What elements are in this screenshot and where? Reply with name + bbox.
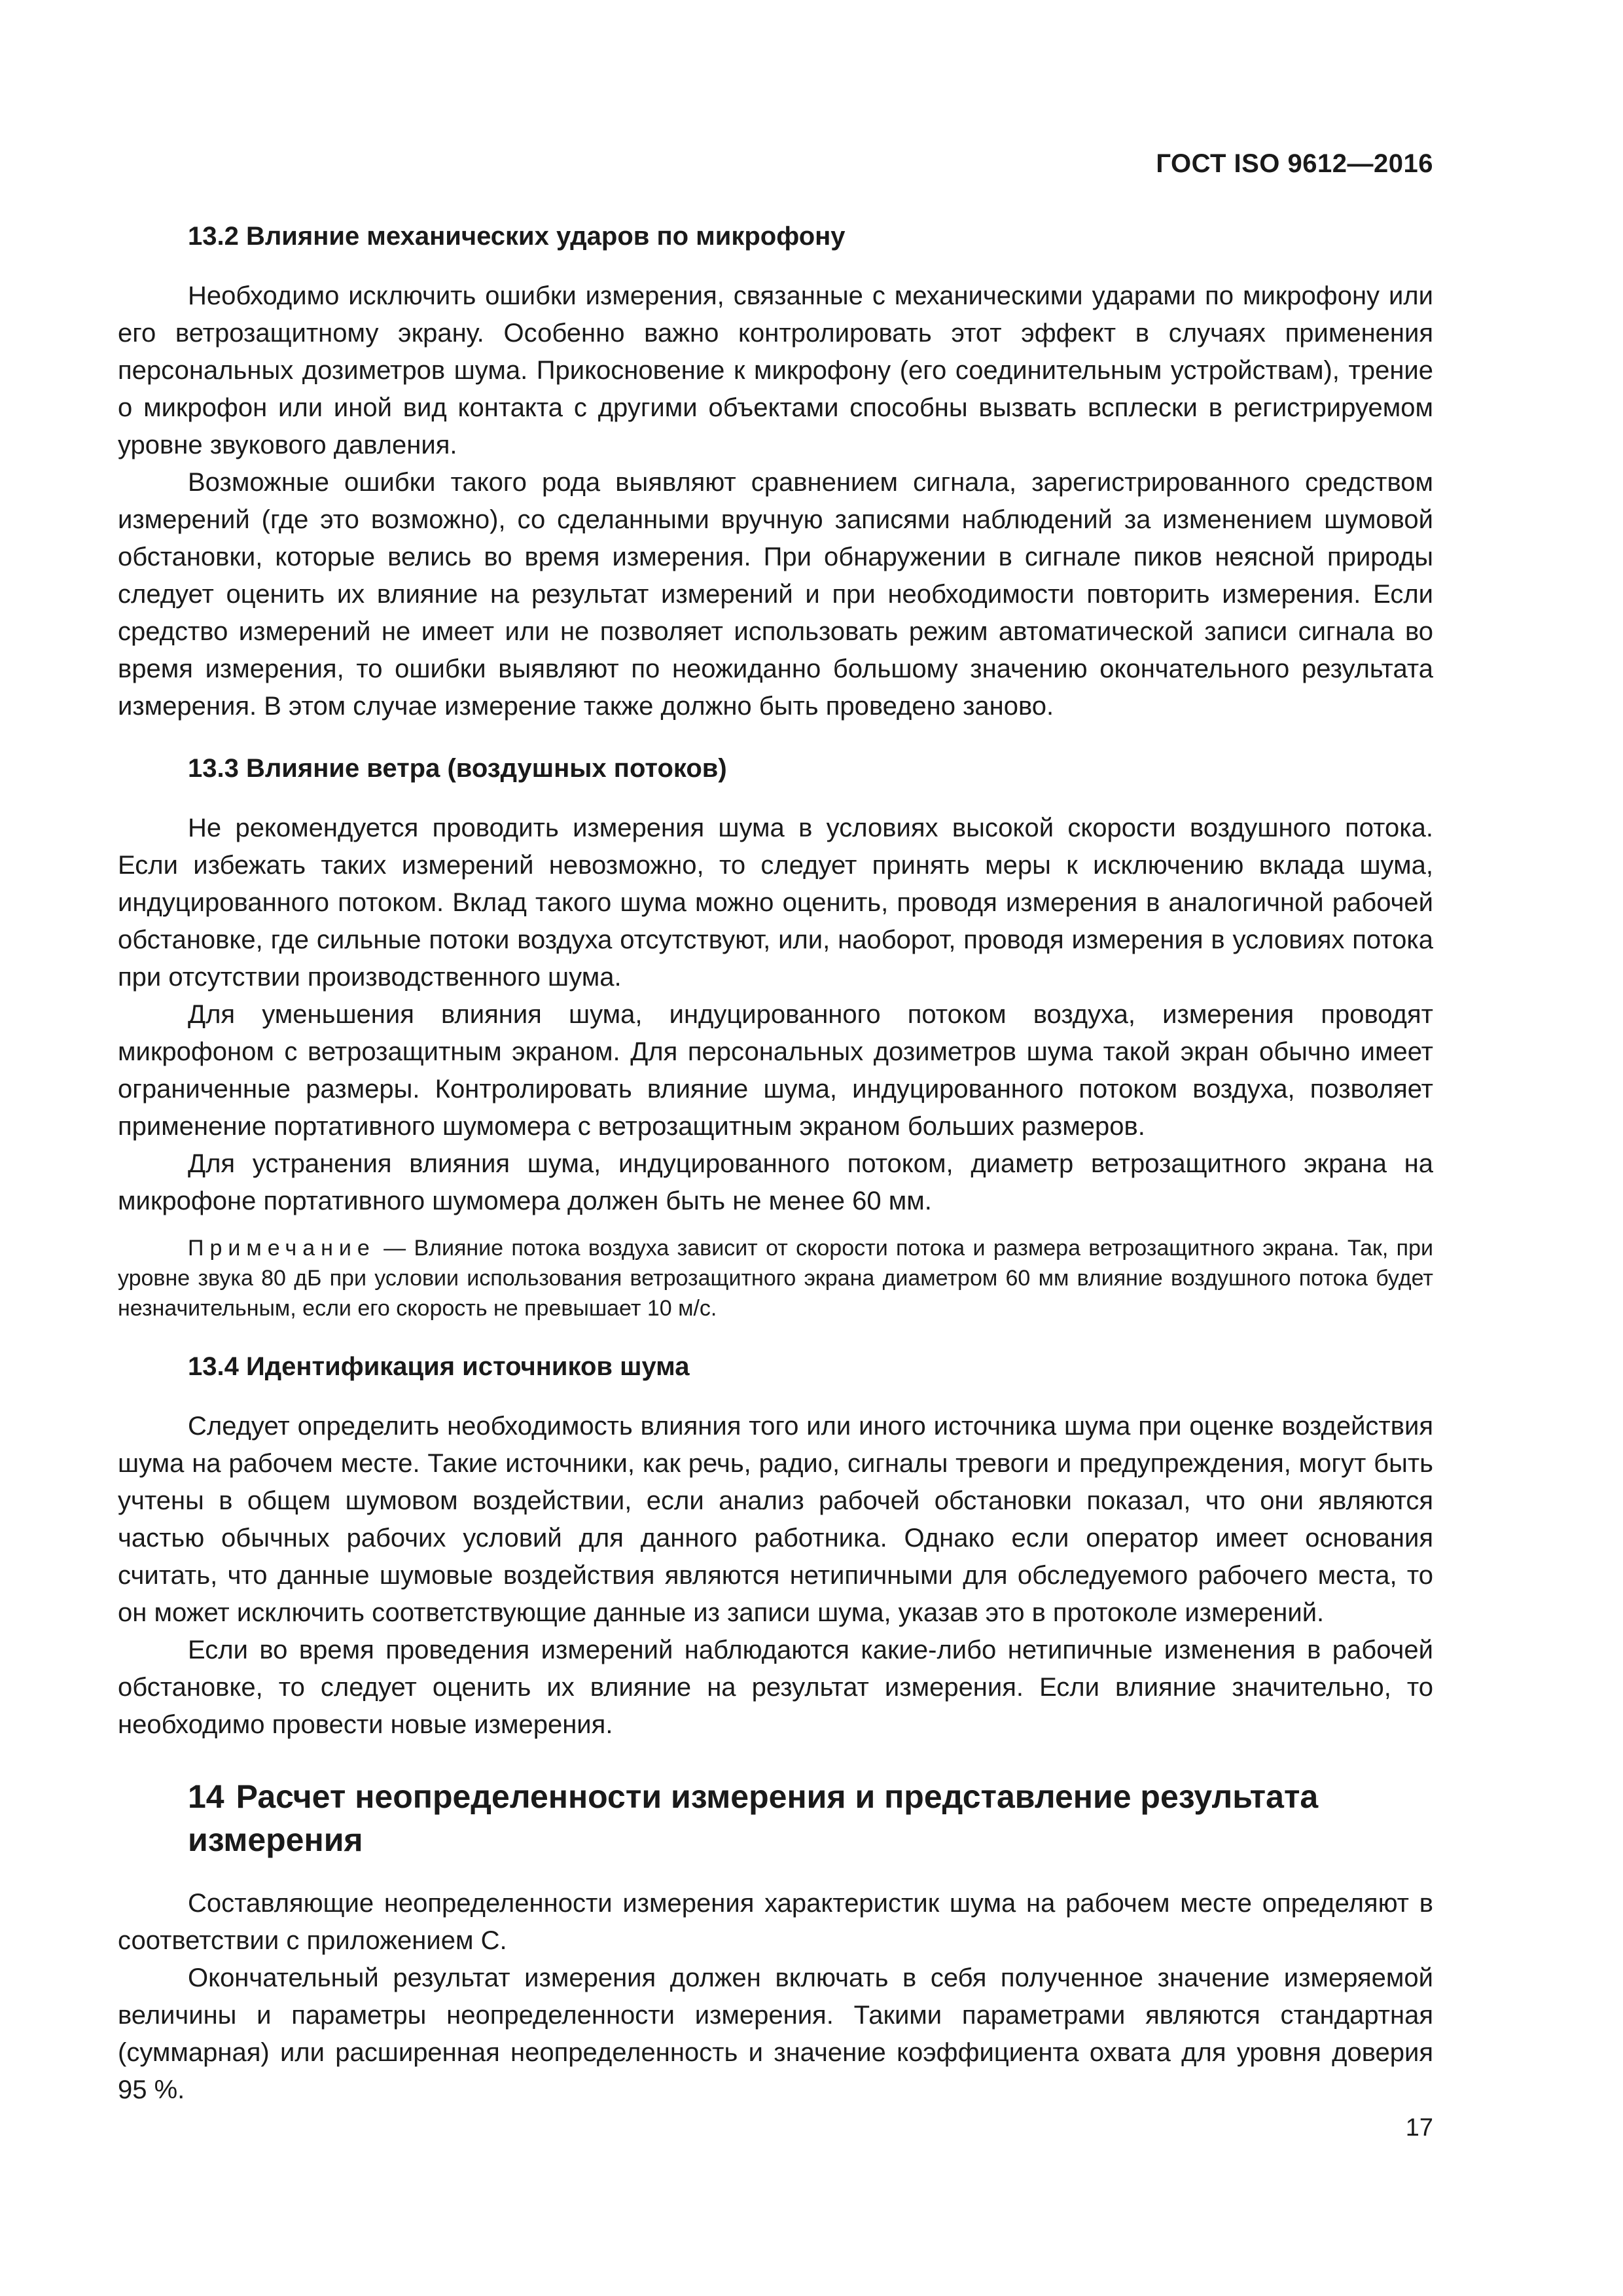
note-text: — Влияние потока воздуха зависит от скорости потока и размера ветрозащитного экрана. Так, при уровне звука 80 дБ при условии использования ветрозащитного экрана диаметром 60 мм влияние воздушного потока будет незначительным, если его скорость не превышает 10 м/с. [118,1236,1433,1321]
section-13-4-heading: 13.4 Идентификация источников шума [188,1352,690,1381]
section-14-number: 14 [188,1778,224,1815]
section-13-4-paragraph-2: Если во время проведения измерений наблюдаются какие-либо нетипичные изменения в рабочей обстановке, то следует оценить их влияние на результат измерения. Если влияние значительно, то необходимо провести новые измерения. [118,1636,1433,1739]
section-14-paragraph-1: Составляющие неопределенности измерения характеристик шума на рабочем месте определяют в соответствии с приложением С. [118,1889,1433,1955]
section-13-3-paragraph-3: Для устранения влияния шума, индуцированного потоком, диаметр ветрозащитного экрана на микрофоне портативного шумомера должен быть не менее 60 мм. [118,1149,1433,1215]
section-14-title: Расчет неопределенности измерения и представление результата измерения [188,1778,1319,1858]
document-page [118,0,1433,2296]
section-13-3-paragraph-1: Не рекомендуется проводить измерения шума в условиях высокой скорости воздушного потока. Если избежать таких измерений невозможно, то следует принять меры к исключению вклада шума, индуцированного потоком. Вклад такого шума можно оценить, проводя измерения в аналогичной рабочей обстановке, где сильные потоки воздуха отсутствуют, или, наоборот, проводя измерения в условиях потока при отсутствии производственного шума. [118,814,1433,992]
section-13-2-paragraph-1: Необходимо исключить ошибки измерения, связанные с механическими ударами по микрофону или его ветрозащитному экрану. Особенно важно контролировать этот эффект в случаях применения персональных дозиметров шума. Прикосновение к микрофону (его соединительным устройствам), трение о микрофон или иной вид контакта с другими объектами способны вызвать всплески в регистрируемом уровне звукового давления. [118,281,1433,459]
section-13-2-heading: 13.2 Влияние механических ударов по микрофону [188,222,846,251]
page-number: 17 [1405,2114,1433,2142]
document-body [118,218,1433,2109]
section-14-heading [118,1775,1433,1861]
section-14-paragraph-2: Окончательный результат измерения должен включать в себя полученное значение измеряемой величины и параметры неопределенности измерения. Такими параметрами являются стандартная (суммарная) или расширенная неопределенность и значение коэффициента охвата для уровня доверия 95 %. [118,1964,1433,2104]
section-13-2-paragraph-2: Возможные ошибки такого рода выявляют сравнением сигнала, зарегистрированного средством измерений (где это возможно), со сделанными вручную записями наблюдений за изменением шумовой обстановки, которые велись во время измерения. При обнаружении в сигнале пиков неясной природы следует оценить их влияние на результат измерений и при необходимости повторить измерения. Если средство измерений не имеет или не позволяет использовать режим автоматической записи сигнала во время измерения, то ошибки выявляют по неожиданно большому значению окончательного результата измерения. В этом случае измерение также должно быть проведено заново. [118,468,1433,721]
spacer [118,1323,1433,1348]
spacer [118,725,1433,750]
document-id-header: ГОСТ ISO 9612—2016 [1156,149,1433,178]
section-13-3-note [118,1233,1433,1323]
note-label: Примечание [188,1236,376,1261]
section-13-3-heading: 13.3 Влияние ветра (воздушных потоков) [188,754,727,783]
section-13-4-paragraph-1: Следует определить необходимость влияния того или иного источника шума при оценке воздействия шума на рабочем месте. Такие источники, как речь, радио, сигналы тревоги и предупреждения, могут быть учтены в общем шумовом воздействии, если анализ рабочей обстановки показал, что они являются частью обычных рабочих условий для данного работника. Однако если оператор имеет основания считать, что данные шумовые воздействия являются нетипичными для обследуемого рабочего места, то он может исключить соответствующие данные из записи шума, указав это в протоколе измерений. [118,1412,1433,1627]
section-13-3-paragraph-2: Для уменьшения влияния шума, индуцированного потоком воздуха, измерения проводят микрофоном с ветрозащитным экраном. Для персональных дозиметров шума такой экран обычно имеет ограниченные размеры. Контролировать влияние шума, индуцированного потоком воздуха, позволяет применение портативного шумомера с ветрозащитным экраном больших размеров. [118,1000,1433,1141]
